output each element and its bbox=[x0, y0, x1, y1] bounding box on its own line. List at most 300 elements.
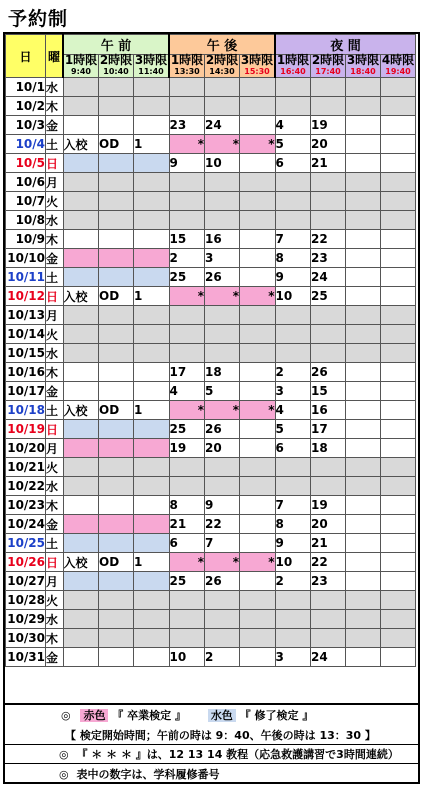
table-row bbox=[6, 192, 416, 211]
schedule-cell: 9 bbox=[275, 534, 311, 553]
star-mark: * bbox=[205, 135, 240, 154]
table-row bbox=[6, 515, 416, 534]
dow-cell: 金 bbox=[46, 515, 64, 534]
schedule-cell bbox=[134, 496, 170, 515]
schedule-cell bbox=[205, 325, 240, 344]
schedule-cell bbox=[311, 173, 346, 192]
schedule-cell: 2 bbox=[169, 249, 205, 268]
schedule-cell: 1 bbox=[134, 287, 170, 306]
schedule-cell bbox=[205, 192, 240, 211]
schedule-cell: 19 bbox=[311, 496, 346, 515]
table-row bbox=[6, 249, 416, 268]
date-cell: 10/9 bbox=[6, 230, 46, 249]
table-row bbox=[6, 401, 416, 420]
period-time: 19:40 bbox=[385, 67, 411, 76]
schedule-cell: 24 bbox=[205, 116, 240, 135]
table-row bbox=[6, 420, 416, 439]
schedule-cell bbox=[275, 211, 311, 230]
schedule-cell bbox=[240, 268, 276, 287]
schedule-cell bbox=[134, 97, 170, 116]
schedule-cell bbox=[311, 211, 346, 230]
schedule-cell bbox=[346, 496, 381, 515]
schedule-cell: 15 bbox=[169, 230, 205, 249]
date-cell: 10/1 bbox=[6, 78, 46, 97]
dow-cell: 月 bbox=[46, 306, 64, 325]
schedule-cell bbox=[134, 629, 170, 648]
dow-cell: 火 bbox=[46, 192, 64, 211]
date-cell: 10/31 bbox=[6, 648, 46, 667]
schedule-cell: 1 bbox=[134, 401, 170, 420]
date-cell: 10/13 bbox=[6, 306, 46, 325]
schedule-cell bbox=[311, 325, 346, 344]
schedule-cell bbox=[169, 97, 205, 116]
star-mark: * bbox=[169, 135, 205, 154]
schedule-cell bbox=[346, 97, 381, 116]
schedule-cell bbox=[381, 648, 416, 667]
schedule-cell bbox=[169, 173, 205, 192]
schedule-cell: 6 bbox=[275, 439, 311, 458]
schedule-cell: 26 bbox=[205, 572, 240, 591]
schedule-cell bbox=[311, 629, 346, 648]
schedule-cell bbox=[275, 97, 311, 116]
legend-line-numbers bbox=[59, 766, 219, 782]
bullet-icon: ◎ bbox=[59, 748, 69, 761]
schedule-cell bbox=[63, 230, 99, 249]
date-cell: 10/22 bbox=[6, 477, 46, 496]
schedule-cell bbox=[346, 230, 381, 249]
schedule-cell bbox=[346, 534, 381, 553]
schedule-cell bbox=[240, 572, 276, 591]
schedule-cell bbox=[169, 344, 205, 363]
dow-cell: 水 bbox=[46, 344, 64, 363]
schedule-cell bbox=[275, 610, 311, 629]
schedule-cell bbox=[134, 249, 170, 268]
date-cell: 10/8 bbox=[6, 211, 46, 230]
schedule-cell bbox=[346, 458, 381, 477]
date-cell: 10/20 bbox=[6, 439, 46, 458]
schedule-cell bbox=[99, 610, 134, 629]
table-row bbox=[6, 344, 416, 363]
schedule-cell bbox=[99, 382, 134, 401]
schedule-cell bbox=[240, 363, 276, 382]
schedule-cell bbox=[134, 325, 170, 344]
schedule-cell: 10 bbox=[205, 154, 240, 173]
table-row bbox=[6, 363, 416, 382]
schedule-cell bbox=[381, 401, 416, 420]
schedule-cell bbox=[346, 572, 381, 591]
dow-cell: 水 bbox=[46, 477, 64, 496]
dow-cell: 金 bbox=[46, 382, 64, 401]
schedule-cell bbox=[346, 116, 381, 135]
schedule-cell bbox=[240, 515, 276, 534]
schedule-cell bbox=[169, 192, 205, 211]
table-row bbox=[6, 268, 416, 287]
schedule-cell bbox=[134, 116, 170, 135]
schedule-cell: 入校 bbox=[63, 287, 99, 306]
schedule-cell bbox=[346, 154, 381, 173]
schedule-cell bbox=[63, 344, 99, 363]
schedule-cell bbox=[381, 420, 416, 439]
schedule-cell bbox=[99, 420, 134, 439]
schedule-cell: 22 bbox=[311, 230, 346, 249]
period-name: 3時限 bbox=[240, 53, 274, 67]
schedule-cell bbox=[99, 648, 134, 667]
schedule-cell bbox=[240, 325, 276, 344]
schedule-cell bbox=[63, 306, 99, 325]
table-row bbox=[6, 572, 416, 591]
schedule-cell bbox=[346, 192, 381, 211]
schedule-cell bbox=[346, 268, 381, 287]
schedule-cell bbox=[346, 515, 381, 534]
legend-exam-time: 【 検定開始時間；午前の時は 9：40、午後の時は 13：30 】 bbox=[65, 729, 376, 742]
table-row bbox=[6, 135, 416, 154]
date-cell: 10/4 bbox=[6, 135, 46, 154]
schedule-cell bbox=[240, 211, 276, 230]
schedule-cell: 22 bbox=[205, 515, 240, 534]
date-cell: 10/17 bbox=[6, 382, 46, 401]
date-cell: 10/6 bbox=[6, 173, 46, 192]
schedule-cell: 10 bbox=[169, 648, 205, 667]
schedule-cell bbox=[240, 610, 276, 629]
schedule-cell bbox=[240, 78, 276, 97]
schedule-cell bbox=[63, 268, 99, 287]
schedule-cell: 4 bbox=[275, 116, 311, 135]
table-row bbox=[6, 173, 416, 192]
period-time: 15:30 bbox=[244, 67, 270, 76]
star-mark: * bbox=[169, 401, 205, 420]
schedule-cell: 2 bbox=[275, 572, 311, 591]
schedule-cell bbox=[381, 154, 416, 173]
schedule-cell bbox=[63, 477, 99, 496]
schedule-cell bbox=[346, 135, 381, 154]
schedule-cell bbox=[346, 78, 381, 97]
schedule-cell bbox=[311, 591, 346, 610]
star-mark: * bbox=[205, 401, 240, 420]
schedule-cell bbox=[346, 477, 381, 496]
schedule-cell bbox=[205, 629, 240, 648]
schedule-cell bbox=[63, 439, 99, 458]
schedule-cell: 2 bbox=[275, 363, 311, 382]
schedule-cell: 3 bbox=[275, 382, 311, 401]
schedule-cell bbox=[240, 629, 276, 648]
dow-cell: 日 bbox=[46, 553, 64, 572]
schedule-cell: 25 bbox=[311, 287, 346, 306]
schedule-cell: OD bbox=[99, 135, 134, 154]
schedule-cell bbox=[381, 591, 416, 610]
schedule-cell bbox=[240, 97, 276, 116]
schedule-cell: 24 bbox=[311, 268, 346, 287]
schedule-cell: 9 bbox=[205, 496, 240, 515]
date-cell: 10/30 bbox=[6, 629, 46, 648]
schedule-cell bbox=[205, 458, 240, 477]
schedule-cell bbox=[134, 648, 170, 667]
date-cell: 10/24 bbox=[6, 515, 46, 534]
period-name: 1時限 bbox=[64, 53, 98, 67]
schedule-cell bbox=[205, 211, 240, 230]
period-header bbox=[63, 55, 99, 78]
schedule-cell bbox=[134, 420, 170, 439]
dow-cell: 火 bbox=[46, 458, 64, 477]
schedule-cell bbox=[99, 344, 134, 363]
schedule-cell bbox=[240, 116, 276, 135]
period-header bbox=[99, 55, 134, 78]
schedule-cell bbox=[240, 154, 276, 173]
schedule-cell bbox=[240, 591, 276, 610]
schedule-cell bbox=[346, 648, 381, 667]
schedule-cell: 21 bbox=[311, 534, 346, 553]
schedule-cell bbox=[134, 477, 170, 496]
schedule-cell bbox=[169, 211, 205, 230]
schedule-cell bbox=[381, 572, 416, 591]
star-mark: * bbox=[240, 553, 276, 572]
date-cell: 10/3 bbox=[6, 116, 46, 135]
schedule-cell bbox=[134, 439, 170, 458]
bullet-icon: ◎ bbox=[59, 768, 69, 781]
period-header bbox=[381, 55, 416, 78]
schedule-cell bbox=[346, 325, 381, 344]
schedule-cell bbox=[99, 306, 134, 325]
schedule-cell: 20 bbox=[311, 135, 346, 154]
schedule-cell bbox=[63, 382, 99, 401]
schedule-cell bbox=[63, 610, 99, 629]
schedule-cell bbox=[63, 648, 99, 667]
period-name: 3時限 bbox=[134, 53, 168, 67]
date-cell: 10/7 bbox=[6, 192, 46, 211]
table-row bbox=[6, 629, 416, 648]
schedule-cell bbox=[346, 439, 381, 458]
period-header bbox=[240, 55, 276, 78]
schedule-cell bbox=[275, 192, 311, 211]
schedule-cell bbox=[240, 496, 276, 515]
table-row bbox=[6, 306, 416, 325]
schedule-cell bbox=[381, 344, 416, 363]
schedule-cell bbox=[99, 496, 134, 515]
schedule-cell bbox=[134, 268, 170, 287]
period-time: 10:40 bbox=[103, 67, 129, 76]
schedule-cell bbox=[240, 230, 276, 249]
schedule-cell bbox=[240, 306, 276, 325]
table-row bbox=[6, 534, 416, 553]
schedule-cell bbox=[381, 249, 416, 268]
schedule-table bbox=[5, 34, 416, 667]
dow-cell: 土 bbox=[46, 268, 64, 287]
schedule-cell bbox=[205, 344, 240, 363]
header-pm: 午 後 bbox=[169, 35, 275, 55]
schedule-cell bbox=[63, 211, 99, 230]
schedule-cell: 9 bbox=[169, 154, 205, 173]
date-cell: 10/14 bbox=[6, 325, 46, 344]
schedule-cell: 4 bbox=[169, 382, 205, 401]
schedule-cell bbox=[381, 477, 416, 496]
schedule-cell bbox=[240, 439, 276, 458]
dow-cell: 木 bbox=[46, 97, 64, 116]
schedule-cell bbox=[381, 268, 416, 287]
date-cell: 10/25 bbox=[6, 534, 46, 553]
date-cell: 10/19 bbox=[6, 420, 46, 439]
table-row bbox=[6, 496, 416, 515]
date-cell: 10/10 bbox=[6, 249, 46, 268]
schedule-cell bbox=[169, 306, 205, 325]
schedule-cell bbox=[169, 325, 205, 344]
dow-cell: 金 bbox=[46, 648, 64, 667]
schedule-cell: 4 bbox=[275, 401, 311, 420]
period-time: 14:30 bbox=[209, 67, 235, 76]
schedule-cell bbox=[381, 325, 416, 344]
number-note: 表中の数字は、学科履修番号 bbox=[76, 768, 220, 781]
schedule-cell bbox=[381, 192, 416, 211]
dow-cell: 土 bbox=[46, 534, 64, 553]
schedule-cell: 21 bbox=[311, 154, 346, 173]
schedule-cell bbox=[99, 230, 134, 249]
schedule-cell bbox=[134, 572, 170, 591]
period-name: 1時限 bbox=[170, 53, 204, 67]
schedule-cell bbox=[381, 211, 416, 230]
schedule-cell bbox=[99, 477, 134, 496]
star-mark: * bbox=[205, 553, 240, 572]
schedule-cell bbox=[63, 515, 99, 534]
schedule-cell bbox=[63, 154, 99, 173]
table-row bbox=[6, 591, 416, 610]
date-cell: 10/18 bbox=[6, 401, 46, 420]
dow-cell: 水 bbox=[46, 211, 64, 230]
schedule-cell bbox=[240, 534, 276, 553]
schedule-cell: 26 bbox=[205, 420, 240, 439]
schedule-cell: 16 bbox=[311, 401, 346, 420]
dow-cell: 水 bbox=[46, 610, 64, 629]
schedule-cell bbox=[346, 363, 381, 382]
schedule-cell bbox=[99, 211, 134, 230]
period-name: 3時限 bbox=[346, 53, 380, 67]
schedule-cell bbox=[346, 344, 381, 363]
dow-cell: 水 bbox=[46, 78, 64, 97]
period-header bbox=[205, 55, 240, 78]
dow-cell: 金 bbox=[46, 249, 64, 268]
period-name: 1時限 bbox=[276, 53, 310, 67]
table-row bbox=[6, 211, 416, 230]
table-row bbox=[6, 439, 416, 458]
schedule-cell: 24 bbox=[311, 648, 346, 667]
bullet-icon: ◎ bbox=[61, 709, 71, 722]
schedule-cell: 17 bbox=[169, 363, 205, 382]
schedule-cell bbox=[169, 591, 205, 610]
schedule-cell bbox=[311, 344, 346, 363]
table-row bbox=[6, 382, 416, 401]
dow-cell: 木 bbox=[46, 363, 64, 382]
schedule-cell bbox=[346, 211, 381, 230]
schedule-cell: 10 bbox=[275, 287, 311, 306]
schedule-cell bbox=[205, 591, 240, 610]
schedule-cell bbox=[346, 591, 381, 610]
blue-text: 『 修了検定 』 bbox=[239, 709, 314, 722]
table-row bbox=[6, 648, 416, 667]
schedule-cell bbox=[346, 382, 381, 401]
schedule-cell bbox=[63, 629, 99, 648]
schedule-cell bbox=[205, 610, 240, 629]
dow-cell: 月 bbox=[46, 439, 64, 458]
schedule-cell bbox=[311, 97, 346, 116]
schedule-cell bbox=[134, 230, 170, 249]
schedule-cell bbox=[381, 230, 416, 249]
schedule-cell: 5 bbox=[275, 135, 311, 154]
schedule-cell bbox=[381, 287, 416, 306]
table-row bbox=[6, 477, 416, 496]
schedule-cell bbox=[205, 173, 240, 192]
schedule-cell bbox=[381, 515, 416, 534]
date-cell: 10/23 bbox=[6, 496, 46, 515]
schedule-cell bbox=[205, 97, 240, 116]
schedule-cell bbox=[240, 173, 276, 192]
schedule-cell bbox=[134, 78, 170, 97]
schedule-cell bbox=[169, 629, 205, 648]
schedule-cell bbox=[240, 648, 276, 667]
schedule-cell bbox=[134, 382, 170, 401]
table-row bbox=[6, 458, 416, 477]
period-time: 17:40 bbox=[315, 67, 341, 76]
date-cell: 10/2 bbox=[6, 97, 46, 116]
schedule-cell bbox=[134, 515, 170, 534]
schedule-cell bbox=[346, 420, 381, 439]
schedule-cell: 9 bbox=[275, 268, 311, 287]
schedule-cell: 7 bbox=[205, 534, 240, 553]
schedule-cell bbox=[99, 173, 134, 192]
schedule-cell: 25 bbox=[169, 420, 205, 439]
schedule-cell bbox=[346, 249, 381, 268]
schedule-cell: 23 bbox=[311, 572, 346, 591]
schedule-cell bbox=[381, 496, 416, 515]
date-cell: 10/12 bbox=[6, 287, 46, 306]
date-cell: 10/21 bbox=[6, 458, 46, 477]
schedule-cell bbox=[275, 629, 311, 648]
schedule-cell bbox=[240, 249, 276, 268]
period-header bbox=[134, 55, 170, 78]
schedule-cell: 1 bbox=[134, 135, 170, 154]
date-cell: 10/11 bbox=[6, 268, 46, 287]
star-mark: * bbox=[240, 401, 276, 420]
table-row bbox=[6, 116, 416, 135]
dow-cell: 月 bbox=[46, 173, 64, 192]
period-header bbox=[275, 55, 311, 78]
schedule-cell bbox=[63, 534, 99, 553]
dow-cell: 火 bbox=[46, 591, 64, 610]
schedule-cell bbox=[99, 325, 134, 344]
schedule-cell bbox=[381, 610, 416, 629]
schedule-cell: OD bbox=[99, 553, 134, 572]
schedule-cell bbox=[381, 363, 416, 382]
schedule-cell bbox=[275, 344, 311, 363]
schedule-cell: 19 bbox=[169, 439, 205, 458]
schedule-cell bbox=[99, 268, 134, 287]
schedule-cell bbox=[381, 135, 416, 154]
schedule-cell: 8 bbox=[275, 515, 311, 534]
blue-label: 水色 bbox=[208, 709, 236, 722]
table-row bbox=[6, 325, 416, 344]
period-time: 16:40 bbox=[280, 67, 306, 76]
schedule-cell: 19 bbox=[311, 116, 346, 135]
dow-cell: 土 bbox=[46, 401, 64, 420]
schedule-cell: 3 bbox=[275, 648, 311, 667]
schedule-cell bbox=[63, 572, 99, 591]
schedule-cell bbox=[346, 173, 381, 192]
schedule-cell bbox=[134, 458, 170, 477]
schedule-cell bbox=[169, 610, 205, 629]
schedule-cell bbox=[311, 610, 346, 629]
schedule-cell: 17 bbox=[311, 420, 346, 439]
schedule-cell bbox=[99, 154, 134, 173]
schedule-cell bbox=[381, 458, 416, 477]
schedule-cell bbox=[134, 154, 170, 173]
schedule-cell: 3 bbox=[205, 249, 240, 268]
schedule-cell bbox=[63, 420, 99, 439]
